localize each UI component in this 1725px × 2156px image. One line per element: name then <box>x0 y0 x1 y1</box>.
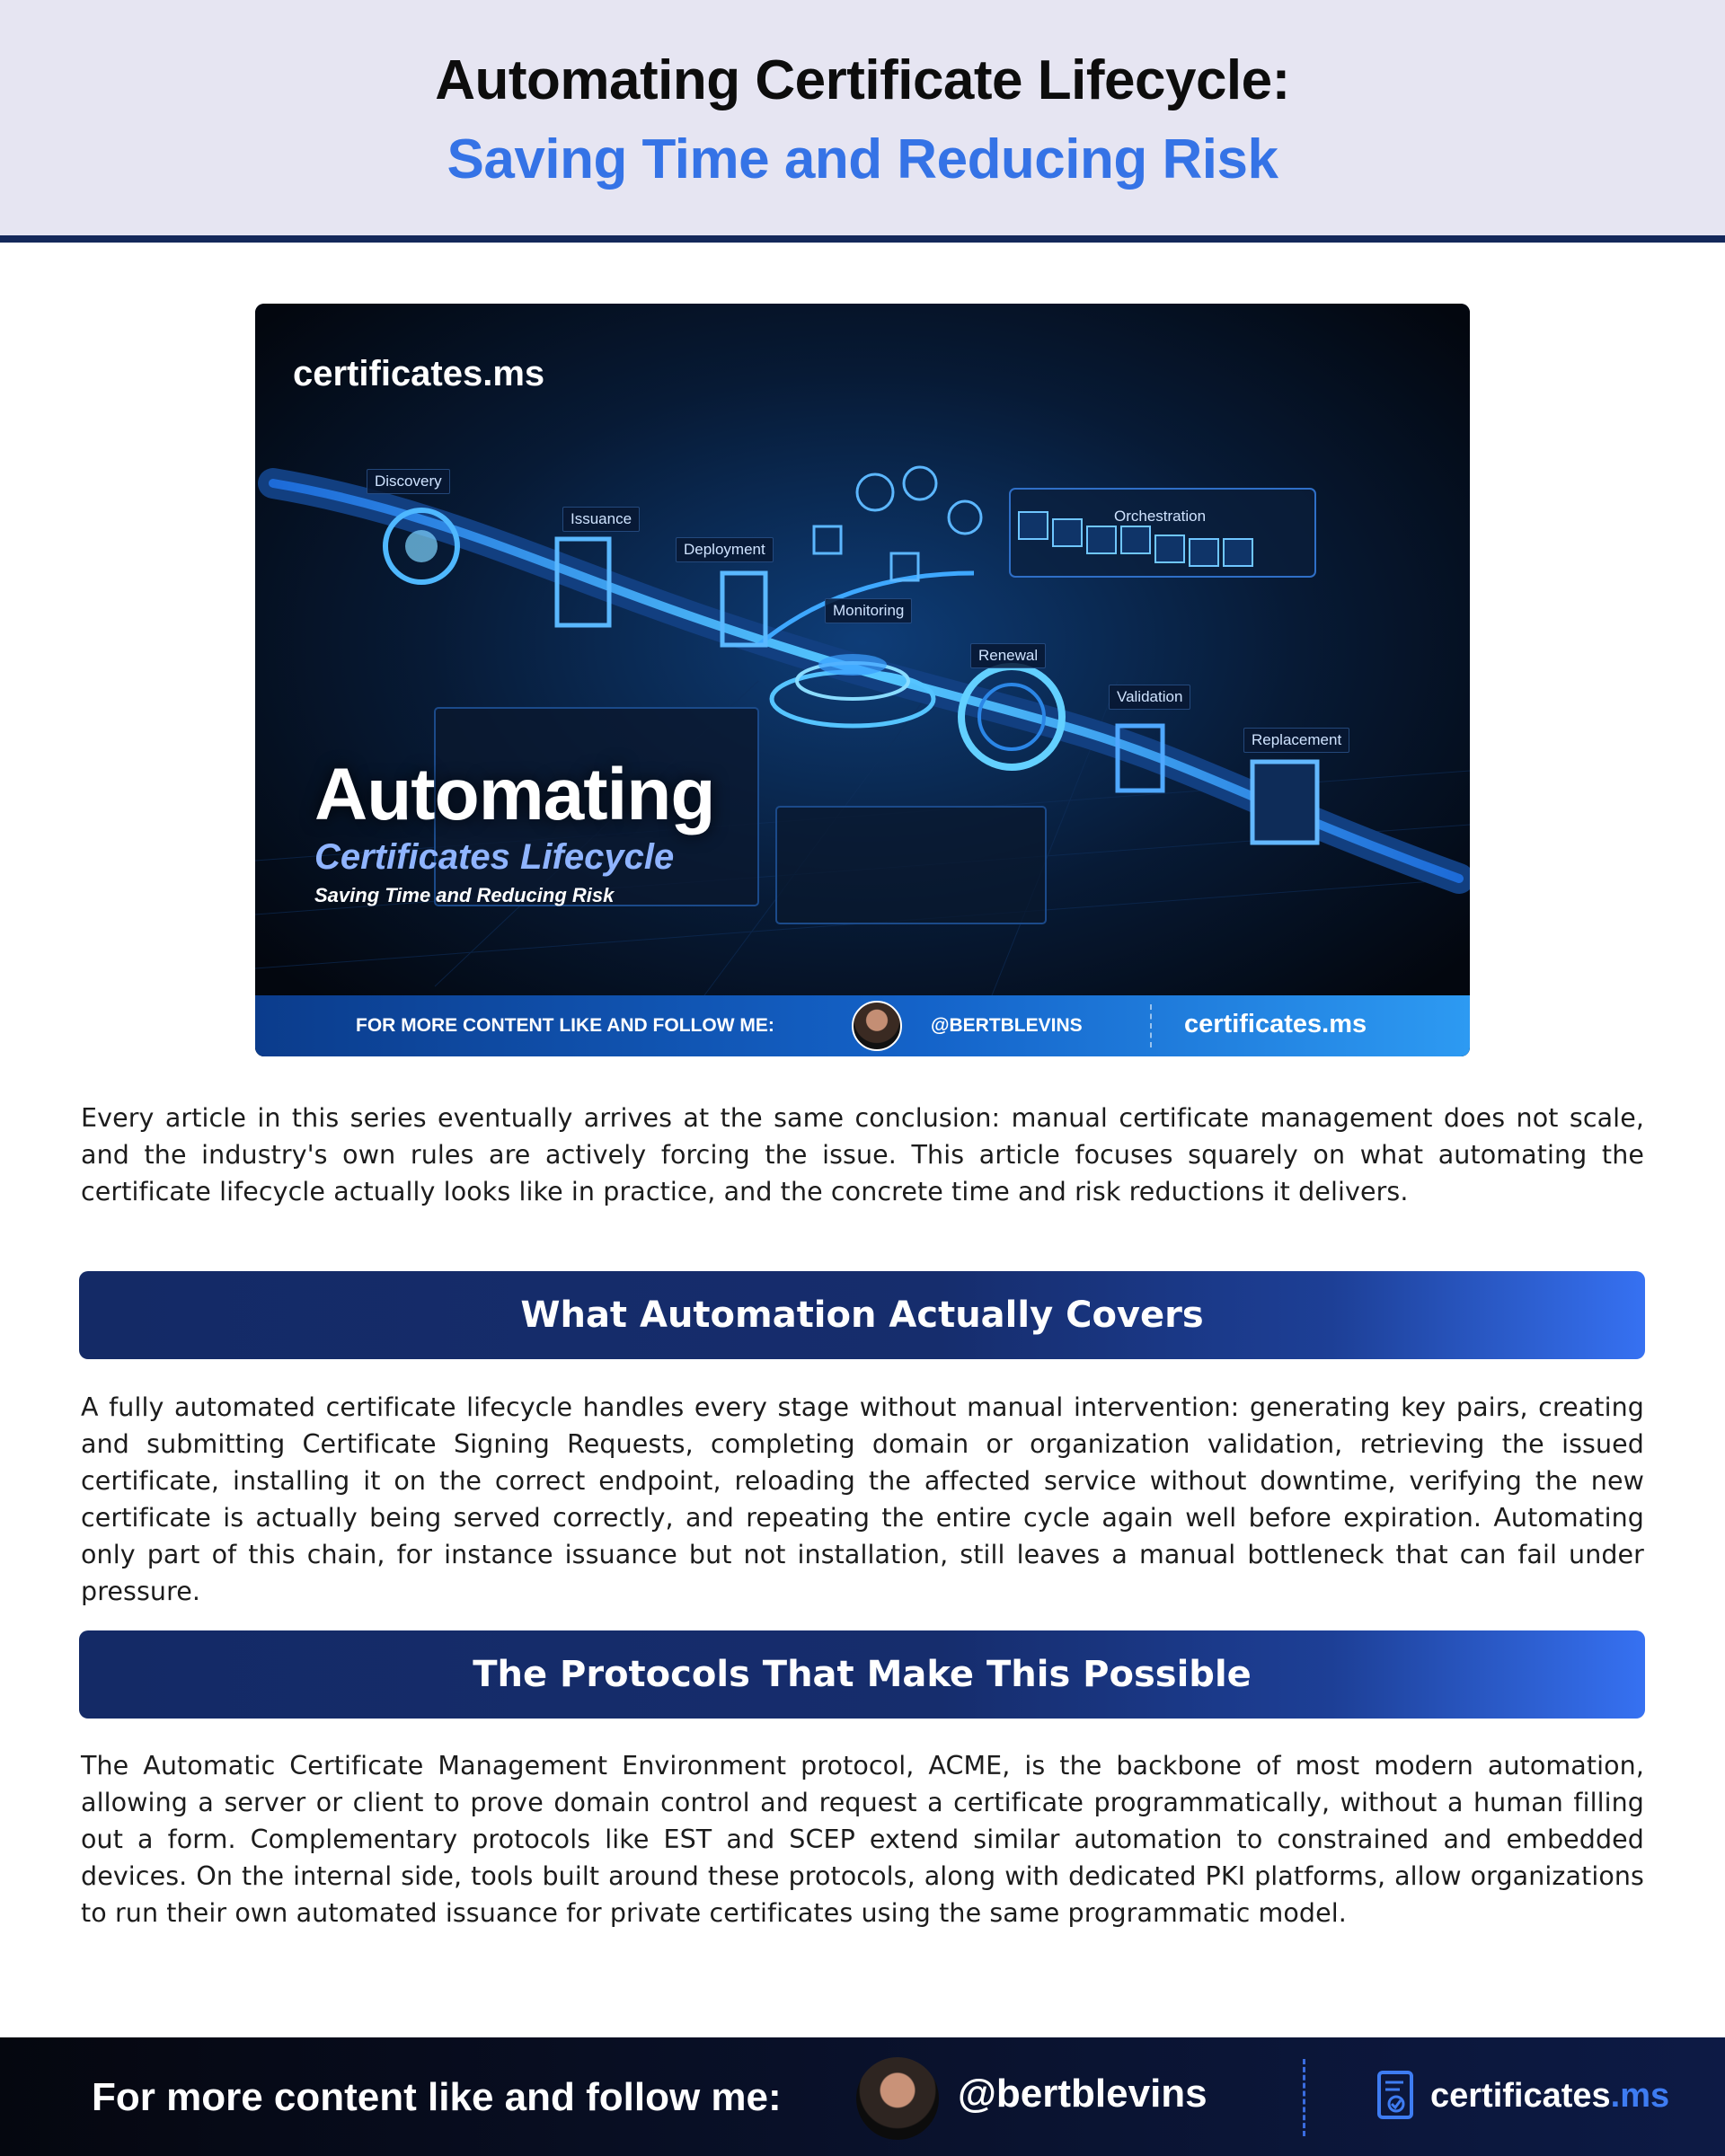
stage-label-validation: Validation <box>1109 685 1190 710</box>
pipeline-illustration <box>255 304 1470 1056</box>
divider <box>1303 2059 1305 2136</box>
hero-bar-logo: certificates.ms <box>1184 1010 1367 1038</box>
hero-logo: certificates.ms <box>293 354 545 393</box>
divider <box>1150 1004 1152 1047</box>
hero-banner-image <box>255 304 1470 1056</box>
avatar <box>852 1001 902 1051</box>
intro-paragraph: Every article in this series eventually arrives at the same conclusion: manual certificate management does not scale, and the industry's own rules are actively forcing the issue. This article focuses squarely on what automating the certificate lifecycle actually looks like in practice, and the concrete time and risk reductions it delivers. <box>81 1103 1644 1206</box>
footer-follow-bar <box>0 2037 1725 2156</box>
brand-logo <box>1430 2077 1669 2116</box>
certificate-icon <box>1376 2070 1416 2127</box>
stage-label-orchestration: Orchestration <box>1114 508 1207 525</box>
hero-handle: @BERTBLEVINS <box>931 1015 1083 1036</box>
stage-label-replacement: Replacement <box>1243 728 1349 753</box>
stage-label-deployment: Deployment <box>676 537 774 562</box>
hero-follow-bar <box>255 995 1470 1056</box>
footer-follow-cta: For more content like and follow me: <box>92 2075 782 2119</box>
section-heading-bar <box>79 1271 1645 1359</box>
page-title: Automating Certificate Lifecycle: <box>435 49 1290 111</box>
stage-label-monitoring: Monitoring <box>825 598 912 623</box>
avatar <box>856 2057 939 2140</box>
section-heading: The Protocols That Make This Possible <box>473 1654 1252 1695</box>
section-body: The Automatic Certificate Management Environment protocol, ACME, is the backbone of most modern automation, allowing a server or client to prove domain control and request a certificate programmatically, without a human filling out a form. Complementary protocols like EST and SCEP extend similar automation to constrained and embedded devices. On the internal side, tools built around these protocols, along with dedicated PKI platforms, allow organizations to run their own automated issuance for private certificates using the same programmatic model. <box>81 1751 1644 1928</box>
section-body: A fully automated certificate lifecycle handles every stage without manual intervention: generating key pairs, creating and submitting Certificate Signing Requests, completing domain or organization validation, retrieving the issued certificate, installing it on the correct endpoint, reloading the affected service without downtime, verifying the new certificate is actually being served correctly, and repeating the entire cycle again well before expiration. Automating only part of this chain, for instance issuance but not installation, still leaves a manual bottleneck that can fail under pressure. <box>81 1392 1644 1606</box>
social-handle-link[interactable]: @bertblevins <box>958 2072 1208 2116</box>
brand-name: certificates <box>1430 2077 1611 2115</box>
section-heading-bar <box>79 1630 1645 1719</box>
page-subtitle: Saving Time and Reducing Risk <box>447 128 1278 190</box>
page-header <box>0 0 1725 243</box>
stage-label-discovery: Discovery <box>367 469 450 494</box>
hero-headline: Automating <box>314 754 715 835</box>
hero-subheadline: Certificates Lifecycle <box>314 837 675 877</box>
brand-tld: .ms <box>1610 2077 1670 2115</box>
section-heading: What Automation Actually Covers <box>520 1294 1204 1336</box>
stage-label-renewal: Renewal <box>970 643 1046 668</box>
hero-follow-cta: FOR MORE CONTENT LIKE AND FOLLOW ME: <box>356 1015 774 1036</box>
hero-tagline: Saving Time and Reducing Risk <box>314 884 615 906</box>
stage-label-issuance: Issuance <box>562 507 640 532</box>
